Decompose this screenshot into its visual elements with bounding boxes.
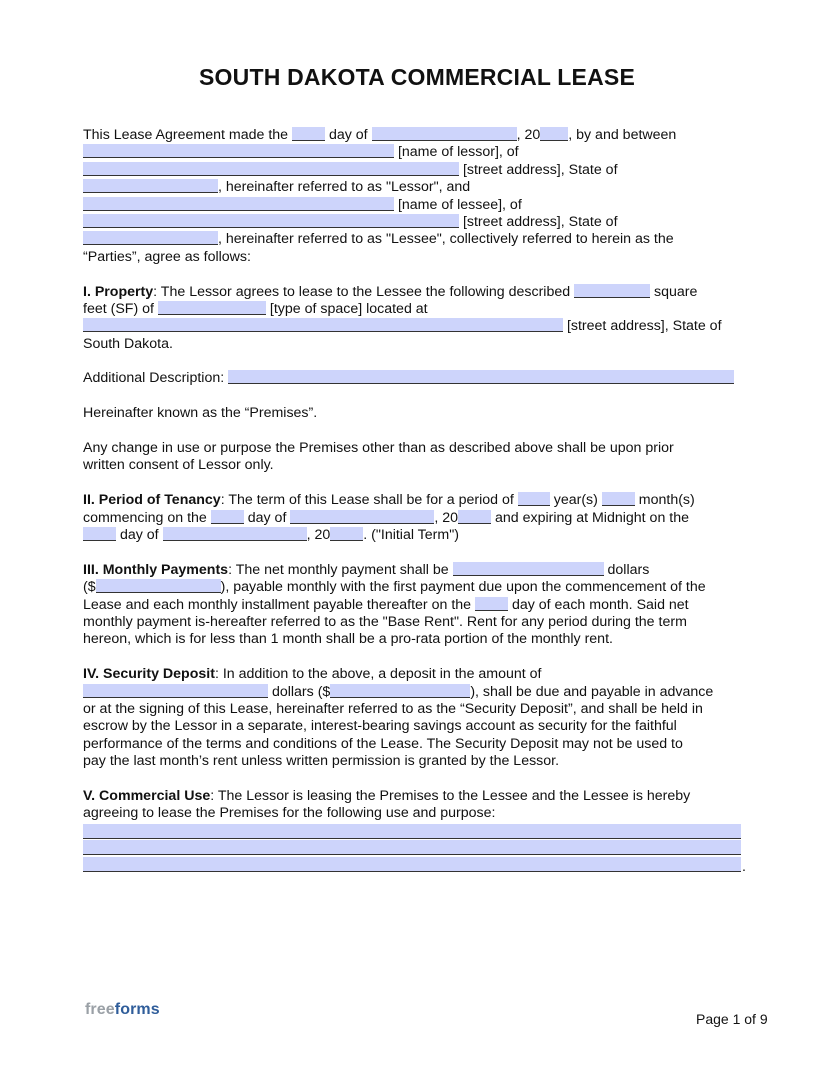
start-month-field[interactable] [290, 510, 434, 524]
end-month-field[interactable] [163, 527, 307, 541]
use-line-2: agreeing to lease the Premises for the following use and purpose: [83, 805, 496, 822]
text: ($ [83, 579, 96, 596]
text: ), shall be due and payable in advance [470, 683, 714, 700]
start-year-field[interactable] [458, 510, 491, 524]
logo-forms: forms [114, 1001, 160, 1018]
freeforms-logo [85, 1001, 160, 1019]
lessee-name-field[interactable] [83, 197, 394, 211]
deposit-line-4: escrow by the Lessor in a separate, interest-bearing savings account as security for the faithful [83, 718, 677, 735]
text: commencing on the [83, 509, 207, 526]
payments-line-4: monthly payment is-hereafter referred to as the "Base Rent". Rent for any period during the term [83, 613, 687, 630]
text: [name of lessor], of [397, 144, 519, 161]
property-line-4: South Dakota. [83, 335, 173, 352]
text: year(s) [553, 492, 598, 509]
change-line-1: Any change in use or purpose the Premises other than as described above shall be upon prior [83, 440, 674, 457]
square-feet-field[interactable] [574, 284, 650, 298]
tenancy-line-1 [83, 492, 745, 509]
text: : The Lessor agrees to lease to the Lessee the following described [153, 283, 571, 300]
text: [type of space] located at [269, 300, 428, 317]
premises-line: Hereinafter known as the “Premises”. [83, 405, 318, 422]
monthly-payment-words-field[interactable] [453, 562, 604, 576]
text: , 20 [434, 509, 459, 526]
deposit-line-5: performance of the terms and conditions of the Lease. The Security Deposit may not be used to [83, 735, 683, 752]
text: , hereinafter referred to as "Lessor", and [218, 179, 471, 196]
lease-body [83, 127, 746, 875]
text: , hereinafter referred to as "Lessee", collectively referred to herein as the [218, 231, 674, 248]
document-title: SOUTH DAKOTA COMMERCIAL LEASE [199, 64, 635, 90]
monthly-payment-amount-field[interactable] [96, 579, 221, 593]
use-purpose-fields [83, 824, 746, 875]
text: day of each month. Said net [511, 596, 689, 613]
text: : The net monthly payment shall be [228, 561, 449, 578]
text: day of [247, 509, 287, 526]
use-purpose-field-3[interactable] [83, 857, 741, 872]
end-day-field[interactable] [83, 527, 116, 541]
property-heading: I. Property [83, 283, 154, 300]
lessor-state-field[interactable] [83, 179, 218, 193]
day-field[interactable] [292, 127, 325, 141]
payments-line-3 [83, 597, 745, 614]
payments-heading: III. Monthly Payments [83, 561, 229, 578]
intro-line-3 [83, 162, 745, 179]
text: month(s) [638, 492, 695, 509]
text: Lease and each monthly installment payable thereafter on the [83, 596, 472, 613]
lessor-address-field[interactable] [83, 162, 459, 176]
month-field[interactable] [372, 127, 517, 141]
intro-line-2 [83, 144, 745, 161]
use-heading: V. Commercial Use [83, 787, 211, 804]
change-line-2: written consent of Lessor only. [83, 457, 274, 474]
deposit-line-3: or at the signing of this Lease, hereinafter referred to as the “Security Deposit”, and shall be held in [83, 700, 703, 717]
years-field[interactable] [518, 492, 550, 506]
use-line-1 [83, 788, 745, 805]
payments-line-1 [83, 562, 745, 579]
text: : The term of this Lease shall be for a period of [220, 492, 514, 509]
text: [street address], State of [566, 318, 722, 335]
year-field[interactable] [540, 127, 568, 141]
tenancy-line-2 [83, 510, 745, 527]
text: [street address], State of [462, 213, 618, 230]
text: Additional Description: [83, 370, 225, 387]
property-line-1 [83, 284, 745, 301]
intro-line-4 [83, 179, 745, 196]
text: [street address], State of [462, 161, 618, 178]
text: day of [119, 526, 159, 543]
payment-day-field[interactable] [475, 597, 508, 611]
payments-line-5: hereon, which is for less than 1 month shall be a pro-rata portion of the monthly rent. [83, 631, 613, 648]
deposit-line-2 [83, 684, 745, 701]
page-number: Page 1 of 9 [696, 1011, 768, 1027]
text: , by and between [568, 127, 677, 143]
text: . ("Initial Term") [363, 526, 459, 543]
text: [name of lessee], of [397, 196, 522, 213]
property-address-field[interactable] [83, 318, 563, 332]
text: , 20 [306, 526, 331, 543]
text: : In addition to the above, a deposit in the amount of [214, 666, 542, 683]
months-field[interactable] [602, 492, 635, 506]
deposit-heading: IV. Security Deposit [83, 666, 215, 683]
intro-line-6 [83, 214, 745, 231]
deposit-amount-field[interactable] [330, 684, 470, 698]
intro-line-1 [83, 127, 745, 144]
deposit-line-6: pay the last month’s rent unless written permission is granted by the Lessor. [83, 753, 560, 770]
text: day of [328, 127, 368, 143]
property-line-2 [83, 301, 745, 318]
text: , 20 [516, 127, 541, 143]
text: square [654, 283, 698, 300]
end-year-field[interactable] [330, 527, 363, 541]
tenancy-line-3 [83, 527, 745, 544]
property-line-3 [83, 318, 745, 335]
use-purpose-field-2[interactable] [83, 840, 741, 855]
text: feet (SF) of [83, 300, 154, 317]
use-purpose-field-1[interactable] [83, 824, 741, 839]
additional-description-line [83, 370, 745, 387]
text: and expiring at Midnight on the [494, 509, 689, 526]
lessee-address-field[interactable] [83, 214, 459, 228]
intro-line-5 [83, 197, 745, 214]
text: : The Lessor is leasing the Premises to the Lessee and the Lessee is hereby [210, 787, 691, 804]
tenancy-heading: II. Period of Tenancy [83, 492, 221, 509]
text: ), payable monthly with the first payment due upon the commencement of the [220, 579, 706, 596]
intro-line-8: “Parties”, agree as follows: [83, 248, 251, 265]
text: dollars [607, 561, 650, 578]
payments-line-2 [83, 579, 745, 596]
deposit-words-field[interactable] [83, 684, 268, 698]
lessee-state-field[interactable] [83, 231, 218, 245]
start-day-field[interactable] [211, 510, 244, 524]
logo-free: free [85, 1001, 115, 1018]
additional-description-field[interactable] [228, 370, 734, 384]
intro-line-7 [83, 231, 745, 248]
lessor-name-field[interactable] [83, 144, 394, 158]
deposit-line-1 [83, 666, 745, 683]
space-type-field[interactable] [158, 301, 266, 315]
text: This Lease Agreement made the [83, 127, 289, 143]
use-end-period: . [742, 858, 746, 875]
text: dollars ($ [271, 683, 331, 700]
